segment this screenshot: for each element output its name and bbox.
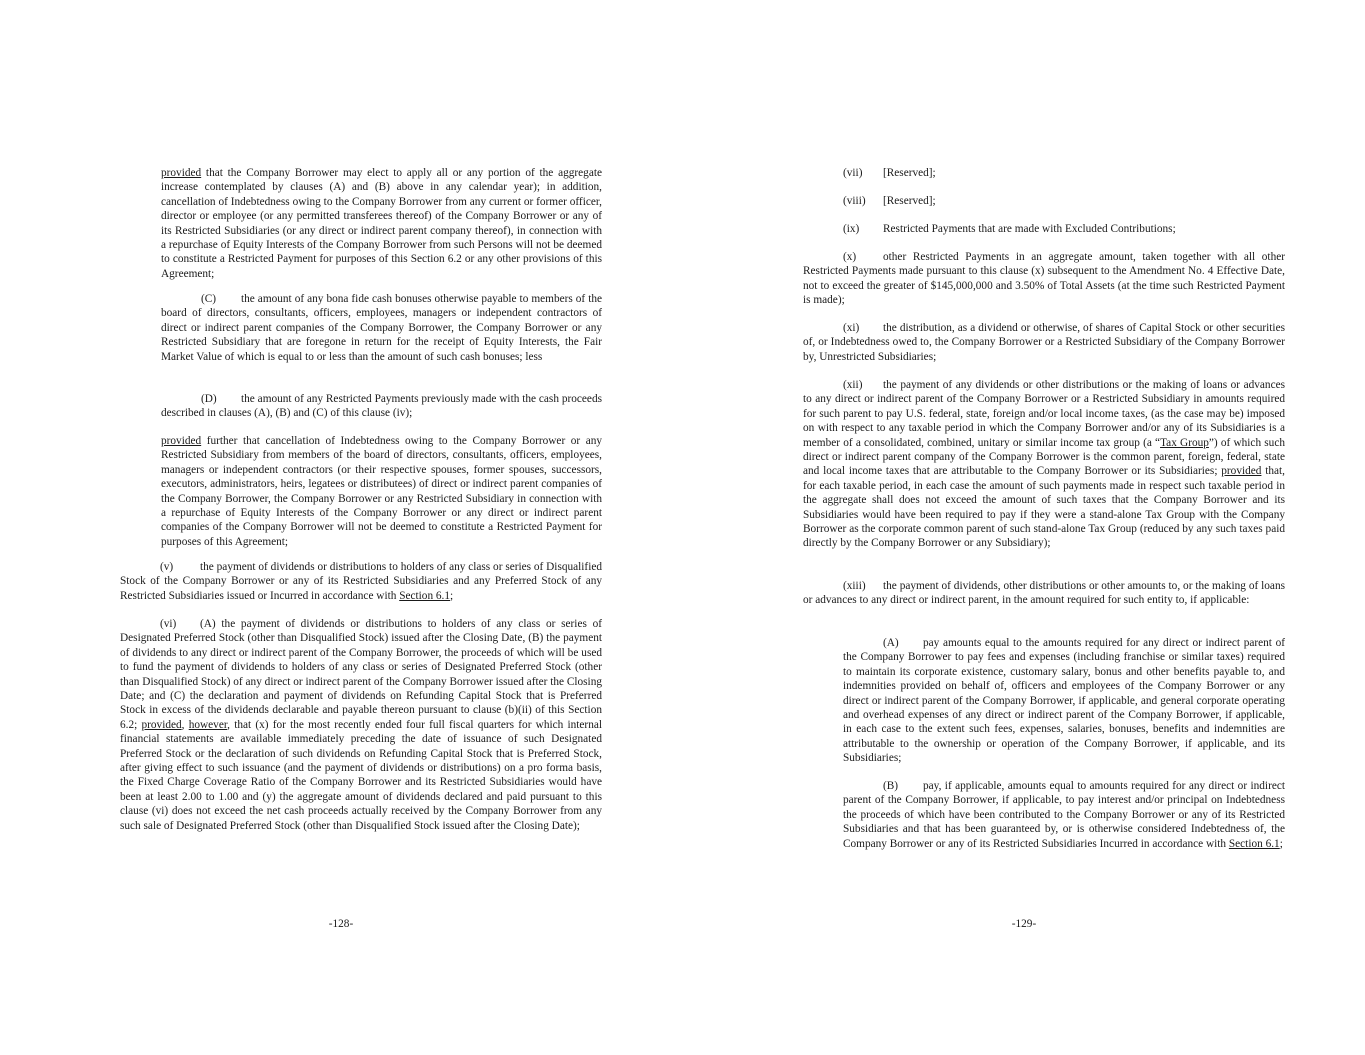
clause-text-continued: ”) of which such direct or indirect parent company of the Company Borrower is the common parent, foreign, federal, state and local income taxes that are attributable to the Company Borrower or its Subsidiaries;: [803, 436, 1285, 478]
provided-term: provided: [161, 167, 202, 179]
provided-term: provided: [141, 718, 182, 731]
clause-label: (A): [883, 637, 899, 649]
clause-text-end: that, for each taxable period, in each case the amount of such payments made in respect such taxable period in the aggregate shall does not exceed the amount of such taxes that the Company Borrower and its Subsidiaries would have been required to pay if they were a stand-alone Tax Group with the Company Borrower as the corporate common parent of such stand-alone Tax Group (reduced by any such taxes paid directly by the Company Borrower or any Subsidiary);: [803, 465, 1285, 550]
clause-c: [161, 292, 602, 364]
left-page: [0, 0, 682, 1055]
clause-text: the payment of dividends or distributions to holders of any class or series of Disqualified Stock of the Company Borrower or any of its Restricted Subsidiaries and any Preferred Stock of any Restricted Subsidiaries issued or Incurred in accordance with: [120, 561, 602, 602]
clause-text: the distribution, as a dividend or otherwise, of shares of Capital Stock or other securities of, or Indebtedness owed to, the Company Borrower or a Restricted Subsidiary of the Company Borrower by, Unrestricted Subsidiaries;: [803, 322, 1285, 363]
clause-label: (xi): [843, 322, 860, 334]
clause-xi: [803, 321, 1285, 364]
paragraph-text: that the Company Borrower may elect to apply all or any portion of the aggregate increase contemplated by clauses (A) and (B) above in any calendar year); in addition, cancellation of Indebtedness owing to the Company Borrower from any current or former officer, director or employee (or any permitted transferees thereof) of the Company Borrower or any of its Restricted Subsidiaries (or any direct or indirect parent company thereof), in connection with a repurchase of Equity Interests of the Company Borrower from such Persons will not be deemed to constitute a Restricted Payment for purposes of this Section 6.2 or any other provisions of this Agreement;: [161, 167, 602, 280]
clause-text: [Reserved];: [883, 195, 936, 207]
however-term: however: [188, 718, 228, 731]
clause-d: [161, 392, 602, 421]
clause-text: Restricted Payments that are made with Excluded Contributions;: [883, 223, 1176, 235]
clause-label: (xiii): [843, 580, 866, 592]
clause-v: (v) the payment of dividends or distributions to holders of any class or series of Disqualified Stock of the Company Borrower or any of its Restricted Subsidiaries and any Preferred Stock of any Restricted Subsidiaries issued or Incurred in accordance with Section 6.1;: [120, 561, 602, 602]
clause-label: (v): [160, 561, 174, 573]
clause-label: (vii): [843, 167, 863, 179]
clause-label: (xii): [843, 379, 863, 391]
clause-vi: (vi) (A) the payment of dividends or distributions to holders of any class or series of Designated Preferred Stock (other than Disqualified Stock) issued after the Closing Date, (B) the payment of dividends to any direct or indirect parent of the Company Borrower, the proceeds of which will be used to fund the payment of dividends to holders of any class or series of Designated Preferred Stock (other than Disqualified Stock) of any direct or indirect parent of the Company Borrower issued after the Closing Date; and (C) the declaration and payment of dividends on Refunding Capital Stock that is Preferred Stock in excess of the dividends declarable and payable thereon pursuant to clause (b)(ii) of this Section 6.2; provided, however, that (x) for the most recently ended four full fiscal quarters for which internal financial statements are available immediately preceding the date of issuance of such Designated Preferred Stock or the declaration of such dividends on Refunding Capital Stock that is Preferred Stock, after giving effect to such issuance (and the payment of dividends or distributions) on a pro forma basis, the Fixed Charge Coverage Ratio of the Company Borrower and its Restricted Subsidiaries would have been at least 2.00 to 1.00 and (y) the aggregate amount of dividends declared and paid pursuant to this clause (vi) does not exceed the net cash proceeds actually received by the Company Borrower from any such sale of Designated Preferred Stock (other than Disqualified Stock issued after the Closing Date);: [120, 618, 602, 832]
section-reference-link: Section 6.1: [399, 589, 451, 602]
clause-text: the payment of dividends, other distributions or other amounts to, or the making of loans or advances to any direct or indirect parent, in the amount required for such entity to, if applicable:: [803, 580, 1285, 607]
clause-label: (D): [201, 393, 217, 405]
section-reference-link: Section 6.1: [1228, 837, 1280, 850]
clause-x: [803, 250, 1285, 308]
paragraph-text: further that cancellation of Indebtedness owing to the Company Borrower or any Restricted Subsidiary from members of the board of directors, consultants, officers, employees, managers or independent contractors (or their respective spouses, former spouses, successors, executors, administrators, heirs, legatees or distributees) of direct or indirect parent companies of the Company Borrower, the Company Borrower or any Restricted Subsidiary in connection with a repurchase of Equity Interests of the Company Borrower or any direct or indirect parent companies of the Company Borrower will not be deemed to constitute a Restricted Payment for purposes of this Agreement;: [161, 435, 602, 548]
clause-text: pay, if applicable, amounts equal to amounts required for any direct or indirect parent of the Company Borrower, if applicable, to pay interest and/or principal on Indebtedness the proceeds of which have been contributed to the Company Borrower or any of its Restricted Subsidiaries and that has been guaranteed by, or is otherwise considered Indebtedness of, the Company Borrower or any of its Restricted Subsidiaries Incurred in accordance with: [843, 780, 1285, 850]
clause-vii: [843, 166, 1285, 180]
clause-text-continued: , that (x) for the most recently ended four full fiscal quarters for which internal financial statements are available immediately preceding the date of issuance of such Designated Preferred Stock or the declaration of such dividends on Refunding Capital Stock that is Preferred Stock, after giving effect to such issuance (and the payment of dividends or distributions) on a pro forma basis, the Fixed Charge Coverage Ratio of the Company Borrower and its Restricted Subsidiaries would have been at least 2.00 to 1.00 and (y) the aggregate amount of dividends declared and paid pursuant to this clause (vi) does not exceed the net cash proceeds actually received by the Company Borrower from any such sale of Designated Preferred Stock (other than Disqualified Stock issued after the Closing Date);: [120, 718, 602, 832]
clause-text: the payment of any dividends or other distributions or the making of loans or advances to any direct or indirect parent of the Company Borrower or a Restricted Subsidiary in amounts required for such parent to pay U.S. federal, state, foreign and/or local income taxes, (as the case may be) imposed on with respect to any taxable period in which the Company Borrower and/or any of its Subsidiaries is a member of a consolidated, combined, unitary or similar income tax group (a “: [803, 379, 1285, 449]
clause-label: (C): [201, 293, 217, 305]
subclause-a: [843, 636, 1285, 766]
provided-term: provided: [1221, 465, 1262, 478]
clause-viii: [843, 194, 1285, 208]
clause-label: (viii): [843, 195, 866, 207]
clause-label: (vi): [160, 618, 177, 630]
page-number: -128-: [328, 918, 354, 930]
subclause-b: (B) pay, if applicable, amounts equal to amounts required for any direct or indirect parent of the Company Borrower, if applicable, to pay interest and/or principal on Indebtedness the proceeds of which have been contributed to the Company Borrower or any of its Restricted Subsidiaries and that has been guaranteed by, or is otherwise considered Indebtedness of, the Company Borrower or any of its Restricted Subsidiaries Incurred in accordance with Section 6.1;: [843, 780, 1285, 850]
clause-text: the amount of any Restricted Payments previously made with the cash proceeds described in clauses (A), (B) and (C) of this clause (iv);: [161, 393, 602, 420]
page-number: -129-: [1011, 918, 1037, 930]
clause-xiii: [803, 579, 1285, 608]
clause-label: (B): [883, 780, 899, 792]
clause-text: other Restricted Payments in an aggregate amount, taken together with all other Restricted Payments made pursuant to this clause (x) subsequent to the Amendment No. 4 Effective Date, not to exceed the greater of $145,000,000 and 3.50% of Total Assets (at the time such Restricted Payment is made);: [803, 251, 1285, 307]
provided-term: provided: [161, 435, 202, 447]
clause-label: (x): [843, 251, 857, 263]
paragraph-provided-further: [161, 434, 602, 549]
clause-label: (ix): [843, 223, 860, 235]
tax-group-term: Tax Group: [1160, 436, 1209, 449]
right-page: [683, 0, 1365, 1055]
paragraph-provided-aggregate: [161, 166, 602, 281]
clause-ix: [843, 222, 1285, 236]
clause-text: (A) the payment of dividends or distributions to holders of any class or series of Designated Preferred Stock (other than Disqualified Stock) issued after the Closing Date, (B) the payment of dividends to any direct or indirect parent of the Company Borrower, the proceeds of which will be used to fund the payment of dividends to holders of any class or series of Designated Preferred Stock (other than Disqualified Stock) of any direct or indirect parent of the Company Borrower issued after the Closing Date; and (C) the declaration and payment of dividends on Refunding Capital Stock that is Preferred Stock in excess of the dividends declarable and payable thereon pursuant to clause (b)(ii) of this Section 6.2;: [120, 618, 602, 731]
clause-text: [Reserved];: [883, 167, 936, 179]
clause-xii: [803, 378, 1285, 551]
clause-text: the amount of any bona fide cash bonuses otherwise payable to members of the board of directors, consultants, officers, employees, managers or independent contractors of direct or indirect parent companies of the Company Borrower, the Company Borrower or any Restricted Subsidiary that are foregone in return for the receipt of Equity Interests, the Fair Market Value of which is equal to or less than the amount of such cash bonuses; less: [161, 293, 602, 363]
clause-text: pay amounts equal to the amounts required for any direct or indirect parent of the Company Borrower to pay fees and expenses (including franchise or similar taxes) required to maintain its corporate existence, customary salary, bonus and other benefits payable to, and indemnities provided on behalf of, officers and employees of the Company Borrower or any direct or indirect parent of the Company Borrower, if applicable, and general corporate operating and overhead expenses of any direct or indirect parent of the Company Borrower, if applicable, in each case to the extent such fees, expenses, salaries, bonuses, benefits and indemnities are attributable to the ownership or operation of the Company Borrower, if applicable, and its Subsidiaries;: [843, 637, 1285, 765]
